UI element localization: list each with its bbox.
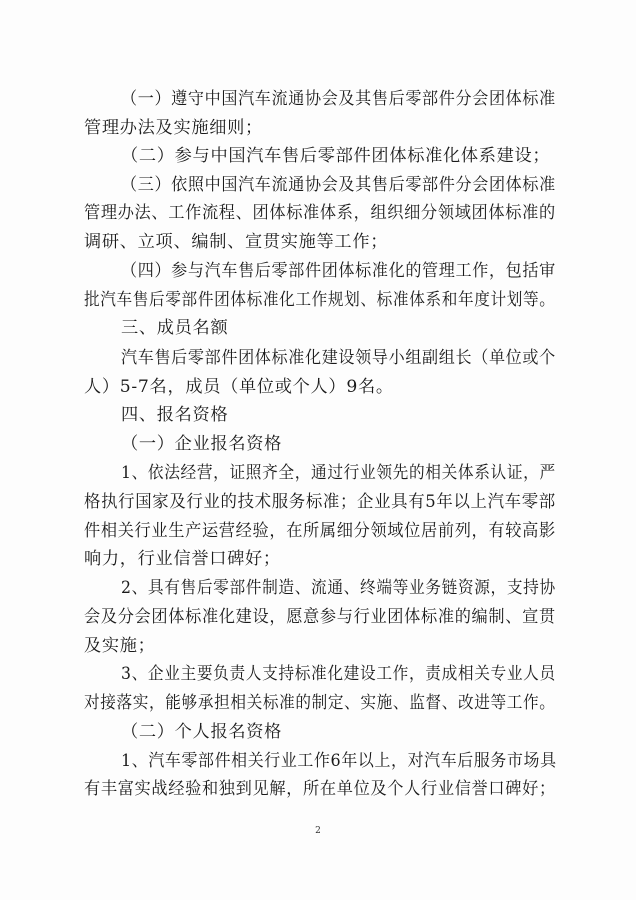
text-line: 3、企业主要负责人支持标准化建设工作，责成相关专业人员 <box>121 664 556 684</box>
text-line: 及实施； <box>84 636 156 656</box>
subsection-heading: （一）企业报名资格 <box>121 434 282 454</box>
text-line: （一）遵守中国汽车流通协会及其售后零部件分会团体标准 <box>121 89 556 109</box>
text-line: 2、具有售后零部件制造、流通、终端等业务链资源，支持协 <box>121 578 556 598</box>
text-line: （三）依照中国汽车流通协会及其售后零部件分会团体标准 <box>121 175 556 195</box>
text-line: 响力，行业信誉口碑好； <box>84 549 281 569</box>
text-line: 汽车售后零部件团体标准化建设领导小组副组长（单位或个 <box>121 348 556 368</box>
text-line: （二）参与中国汽车售后零部件团体标准化体系建设； <box>121 146 551 166</box>
subsection-heading: （二）个人报名资格 <box>121 722 282 742</box>
text-line: 管理办法及实施细则； <box>84 118 263 138</box>
text-line: 件相关行业生产运营经验，在所属细分领域位居前列，有较高影 <box>84 521 556 541</box>
text-line: 人）5-7名，成员（单位或个人）9名。 <box>84 377 394 397</box>
text-line: 批汽车售后零部件团体标准化工作规划、标准体系和年度计划等。 <box>84 290 556 310</box>
text-line: 调研、立项、编制、宣贯实施等工作； <box>84 232 389 252</box>
text-line: 对接落实，能够承担相关标准的制定、实施、监督、改进等工作。 <box>84 693 556 713</box>
text-line: 有丰富实战经验和独到见解，所在单位及个人行业信誉口碑好； <box>84 779 556 799</box>
section-heading: 三、成员名额 <box>121 318 229 338</box>
text-line: 1、依法经营，证照齐全，通过行业领先的相关体系认证，严 <box>121 463 556 483</box>
page-number: 2 <box>315 826 321 836</box>
text-line: 会及分会团体标准化建设，愿意参与行业团体标准的编制、宣贯 <box>84 607 556 627</box>
section-heading: 四、报名资格 <box>121 405 229 425</box>
text-line: 管理办法、工作流程、团体标准体系，组织细分领域团体标准的 <box>84 203 556 223</box>
text-line: 格执行国家及行业的技术服务标准；企业具有5年以上汽车零部 <box>84 492 556 512</box>
text-line: 1、汽车零部件相关行业工作6年以上，对汽车后服务市场具 <box>121 751 557 771</box>
text-line: （四）参与汽车售后零部件团体标准化的管理工作，包括审 <box>121 261 556 281</box>
